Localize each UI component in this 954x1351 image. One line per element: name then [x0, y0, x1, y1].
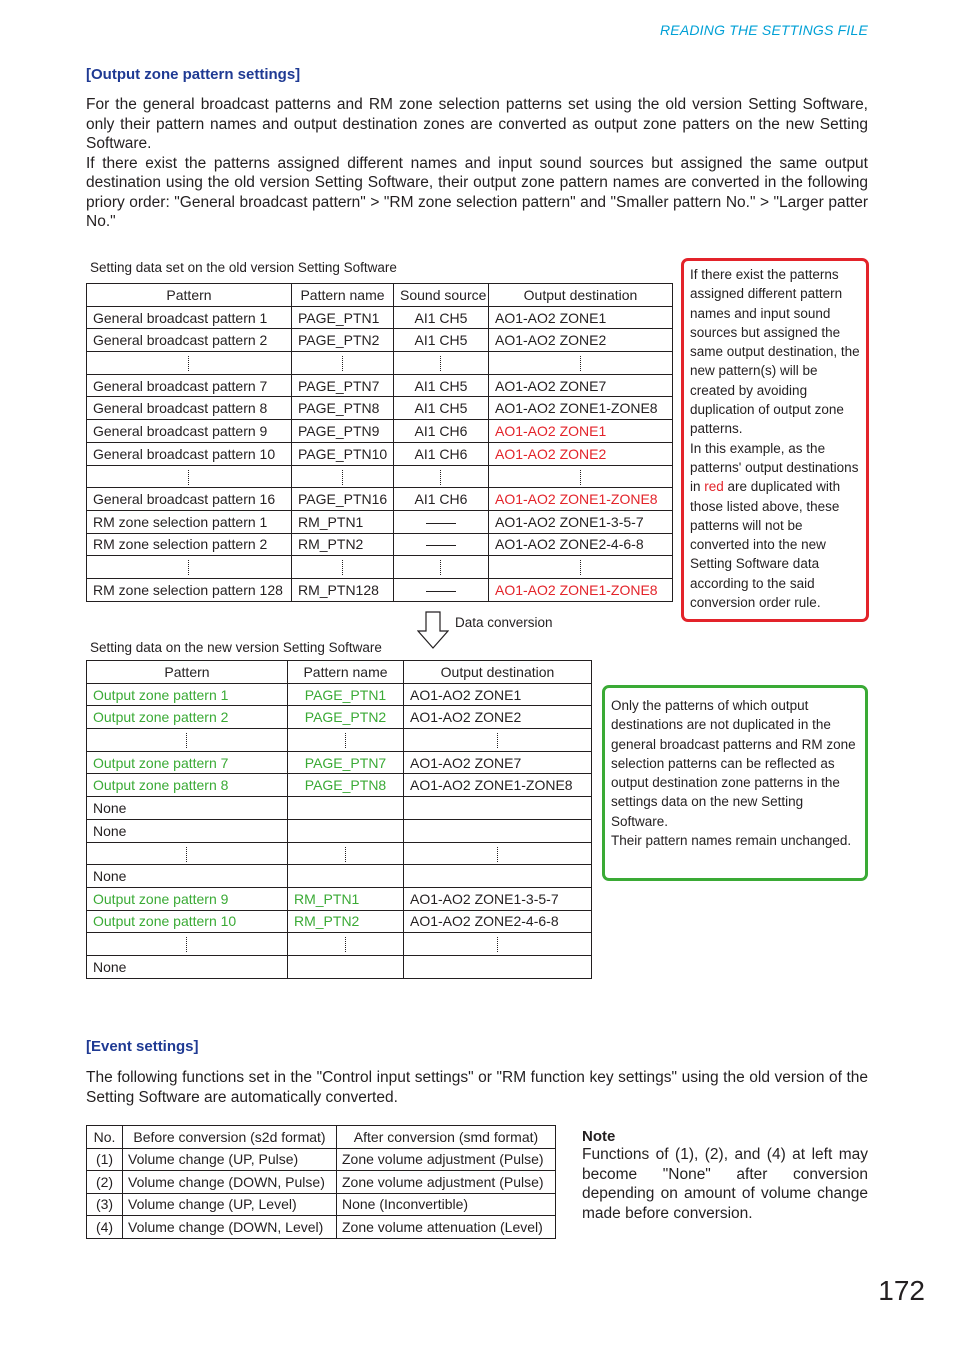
page-number: 172	[878, 1275, 925, 1306]
table-row	[87, 887, 592, 910]
note-highlight: red	[704, 479, 724, 495]
pattern-cell: RM zone selection pattern 2	[87, 533, 292, 556]
vertical-ellipsis-icon	[342, 560, 344, 575]
note-text: Their pattern names remain unchanged.	[611, 833, 852, 849]
no-cell: (2)	[87, 1171, 123, 1194]
after-cell: None (Inconvertible)	[337, 1193, 556, 1216]
dash-icon	[426, 545, 456, 546]
header-cell: Before conversion (s2d format)	[123, 1126, 337, 1149]
vertical-ellipsis-icon	[440, 560, 442, 575]
table-row	[87, 1193, 556, 1216]
old-table-caption: Setting data set on the old version Setting Software	[90, 260, 397, 275]
ellipsis-row	[87, 729, 592, 752]
reflected-note-box	[602, 685, 868, 881]
output-cell: AO1-AO2 ZONE2-4-6-8	[489, 533, 673, 556]
header-cell: Output destination	[404, 661, 592, 684]
after-cell: Zone volume adjustment (Pulse)	[337, 1148, 556, 1171]
header-cell: Pattern	[87, 661, 288, 684]
vertical-ellipsis-icon	[188, 560, 190, 575]
table-header-row	[87, 284, 673, 307]
pattern-cell: None	[87, 955, 288, 978]
table-row	[87, 510, 673, 533]
table-row	[87, 774, 592, 797]
table-row	[87, 533, 673, 556]
source-cell: AI1 CH5	[394, 397, 489, 420]
source-cell: AI1 CH6	[394, 488, 489, 511]
pattern-cell: Output zone pattern 9	[87, 887, 288, 910]
output-cell: AO1-AO2 ZONE1	[489, 306, 673, 329]
pattern-cell: Output zone pattern 2	[87, 706, 288, 729]
ellipsis-row	[87, 933, 592, 956]
source-cell: AI1 CH6	[394, 420, 489, 443]
before-cell: Volume change (DOWN, Pulse)	[123, 1171, 337, 1194]
table-row	[87, 442, 673, 465]
duplicate-note-box	[681, 258, 869, 622]
note-block	[582, 1128, 868, 1223]
table-row	[87, 488, 673, 511]
table-row	[87, 910, 592, 933]
table-row	[87, 797, 592, 820]
table-row	[87, 420, 673, 443]
table-row	[87, 706, 592, 729]
before-cell: Volume change (UP, Level)	[123, 1193, 337, 1216]
source-cell: AI1 CH5	[394, 329, 489, 352]
name-cell: PAGE_PTN8	[288, 774, 404, 797]
name-cell: PAGE_PTN16	[292, 488, 394, 511]
table-row	[87, 1171, 556, 1194]
output-cell: AO1-AO2 ZONE2	[404, 706, 592, 729]
intro-paragraph-2: If there exist the patterns assigned different names and input sound sources but assigned the same output destination using the old version Setting Software, their output zone pattern names are converted in the following priory order: "General broadcast pattern" > "RM zone selection pattern" and "Smaller pattern No." > "Larger patter No."	[86, 154, 868, 230]
name-cell: RM_PTN2	[292, 533, 394, 556]
pattern-cell: None	[87, 865, 288, 888]
pattern-cell: None	[87, 819, 288, 842]
ellipsis-row	[87, 352, 673, 375]
event-conversion-table	[86, 1125, 556, 1239]
name-cell: RM_PTN1	[288, 887, 404, 910]
before-cell: Volume change (UP, Pulse)	[123, 1148, 337, 1171]
source-cell: AI1 CH5	[394, 306, 489, 329]
output-cell: AO1-AO2 ZONE7	[489, 374, 673, 397]
table-row	[87, 1148, 556, 1171]
vertical-ellipsis-icon	[188, 356, 190, 371]
header-cell: Sound source	[394, 284, 489, 307]
name-cell: PAGE_PTN10	[292, 442, 394, 465]
output-cell: AO1-AO2 ZONE1-3-5-7	[489, 510, 673, 533]
running-header: READING THE SETTINGS FILE	[659, 22, 868, 38]
table-row	[87, 329, 673, 352]
note-title: Note	[582, 1128, 616, 1145]
output-cell-duplicate: AO1-AO2 ZONE2	[489, 442, 673, 465]
note-text: Only the patterns of which output destinations are not duplicated in the general broadcast patterns and RM zone selection patterns can be reflected as output destination zone patterns in the settings data on the new Setting Software.	[611, 698, 856, 829]
vertical-ellipsis-icon	[580, 470, 582, 485]
header-cell: No.	[87, 1126, 123, 1149]
table-row	[87, 819, 592, 842]
table-row	[87, 397, 673, 420]
table-row	[87, 955, 592, 978]
name-cell: RM_PTN128	[292, 578, 394, 601]
down-arrow-icon	[417, 611, 449, 649]
pattern-cell: General broadcast pattern 7	[87, 374, 292, 397]
intro-paragraph-1: For the general broadcast patterns and RM zone selection patterns set using the old version Setting Software, only their pattern names and output destination zones are converted as output zone patters on the new Setting Software.	[86, 96, 868, 152]
name-cell: PAGE_PTN1	[288, 683, 404, 706]
name-cell: PAGE_PTN9	[292, 420, 394, 443]
pattern-cell: RM zone selection pattern 1	[87, 510, 292, 533]
table-header-row	[87, 1126, 556, 1149]
output-cell: AO1-AO2 ZONE1	[404, 683, 592, 706]
vertical-ellipsis-icon	[186, 937, 188, 952]
vertical-ellipsis-icon	[345, 733, 347, 748]
vertical-ellipsis-icon	[440, 356, 442, 371]
pattern-cell: Output zone pattern 8	[87, 774, 288, 797]
header-cell: Pattern name	[288, 661, 404, 684]
note-text: Functions of (1), (2), and (4) at left may become "None" after conversion depending on amount of volume change made before conversion.	[582, 1146, 868, 1222]
before-cell: Volume change (DOWN, Level)	[123, 1216, 337, 1239]
output-cell: AO1-AO2 ZONE1-3-5-7	[404, 887, 592, 910]
vertical-ellipsis-icon	[440, 470, 442, 485]
vertical-ellipsis-icon	[497, 937, 499, 952]
output-cell: AO1-AO2 ZONE2	[489, 329, 673, 352]
pattern-cell: Output zone pattern 10	[87, 910, 288, 933]
output-cell-duplicate: AO1-AO2 ZONE1	[489, 420, 673, 443]
table-header-row	[87, 661, 592, 684]
no-cell: (3)	[87, 1193, 123, 1216]
dash-icon	[426, 591, 456, 592]
vertical-ellipsis-icon	[186, 847, 188, 862]
name-cell: PAGE_PTN8	[292, 397, 394, 420]
note-text: If there exist the patterns assigned different pattern names and input sound sources but assigned the same output destination, the new pattern(s) will be created by avoiding duplication of output zone patterns.	[690, 267, 860, 437]
vertical-ellipsis-icon	[342, 356, 344, 371]
output-cell-duplicate: AO1-AO2 ZONE1-ZONE8	[489, 578, 673, 601]
name-cell: RM_PTN2	[288, 910, 404, 933]
name-cell: RM_PTN1	[292, 510, 394, 533]
vertical-ellipsis-icon	[342, 470, 344, 485]
pattern-cell: General broadcast pattern 16	[87, 488, 292, 511]
ellipsis-row	[87, 465, 673, 488]
vertical-ellipsis-icon	[580, 560, 582, 575]
pattern-cell: General broadcast pattern 2	[87, 329, 292, 352]
new-settings-table	[86, 660, 592, 979]
vertical-ellipsis-icon	[186, 733, 188, 748]
table-row	[87, 1216, 556, 1239]
dash-icon	[426, 523, 456, 524]
conversion-label: Data conversion	[455, 615, 553, 630]
after-cell: Zone volume adjustment (Pulse)	[337, 1171, 556, 1194]
vertical-ellipsis-icon	[345, 847, 347, 862]
pattern-cell: General broadcast pattern 1	[87, 306, 292, 329]
ellipsis-row	[87, 842, 592, 865]
old-settings-table	[86, 283, 673, 602]
vertical-ellipsis-icon	[188, 470, 190, 485]
header-cell: After conversion (smd format)	[337, 1126, 556, 1149]
no-cell: (1)	[87, 1148, 123, 1171]
pattern-cell: None	[87, 797, 288, 820]
pattern-cell: General broadcast pattern 9	[87, 420, 292, 443]
header-cell: Pattern	[87, 284, 292, 307]
output-cell-duplicate: AO1-AO2 ZONE1-ZONE8	[489, 488, 673, 511]
output-cell: AO1-AO2 ZONE1-ZONE8	[489, 397, 673, 420]
ellipsis-row	[87, 556, 673, 579]
output-cell: AO1-AO2 ZONE7	[404, 751, 592, 774]
note-text: In this example, as the patterns' output destinations in	[690, 440, 859, 495]
section-title-event: [Event settings]	[86, 1038, 199, 1055]
pattern-cell: Output zone pattern 1	[87, 683, 288, 706]
event-paragraph: The following functions set in the "Control input settings" or "RM function key settings" using the old version of the Setting Software are automatically converted.	[86, 1069, 868, 1106]
header-cell: Output destination	[489, 284, 673, 307]
vertical-ellipsis-icon	[497, 847, 499, 862]
header-cell: Pattern name	[292, 284, 394, 307]
output-cell: AO1-AO2 ZONE2-4-6-8	[404, 910, 592, 933]
vertical-ellipsis-icon	[580, 356, 582, 371]
note-text: are duplicated with those listed above, these patterns will not be converted into the new Setting Software data according to the said conversion order rule.	[690, 479, 841, 611]
table-row	[87, 683, 592, 706]
name-cell: PAGE_PTN2	[292, 329, 394, 352]
source-cell: AI1 CH6	[394, 442, 489, 465]
new-table-caption: Setting data on the new version Setting Software	[90, 640, 382, 655]
name-cell: PAGE_PTN7	[288, 751, 404, 774]
pattern-cell: Output zone pattern 7	[87, 751, 288, 774]
table-row	[87, 374, 673, 397]
table-row	[87, 865, 592, 888]
table-row	[87, 578, 673, 601]
pattern-cell: General broadcast pattern 10	[87, 442, 292, 465]
name-cell: PAGE_PTN1	[292, 306, 394, 329]
output-cell: AO1-AO2 ZONE1-ZONE8	[404, 774, 592, 797]
source-cell: AI1 CH5	[394, 374, 489, 397]
no-cell: (4)	[87, 1216, 123, 1239]
vertical-ellipsis-icon	[497, 733, 499, 748]
name-cell: PAGE_PTN2	[288, 706, 404, 729]
section-intro	[86, 95, 868, 232]
name-cell: PAGE_PTN7	[292, 374, 394, 397]
after-cell: Zone volume attenuation (Level)	[337, 1216, 556, 1239]
table-row	[87, 751, 592, 774]
vertical-ellipsis-icon	[345, 937, 347, 952]
pattern-cell: General broadcast pattern 8	[87, 397, 292, 420]
pattern-cell: RM zone selection pattern 128	[87, 578, 292, 601]
table-row	[87, 306, 673, 329]
section-title-output-zone: [Output zone pattern settings]	[86, 66, 301, 83]
